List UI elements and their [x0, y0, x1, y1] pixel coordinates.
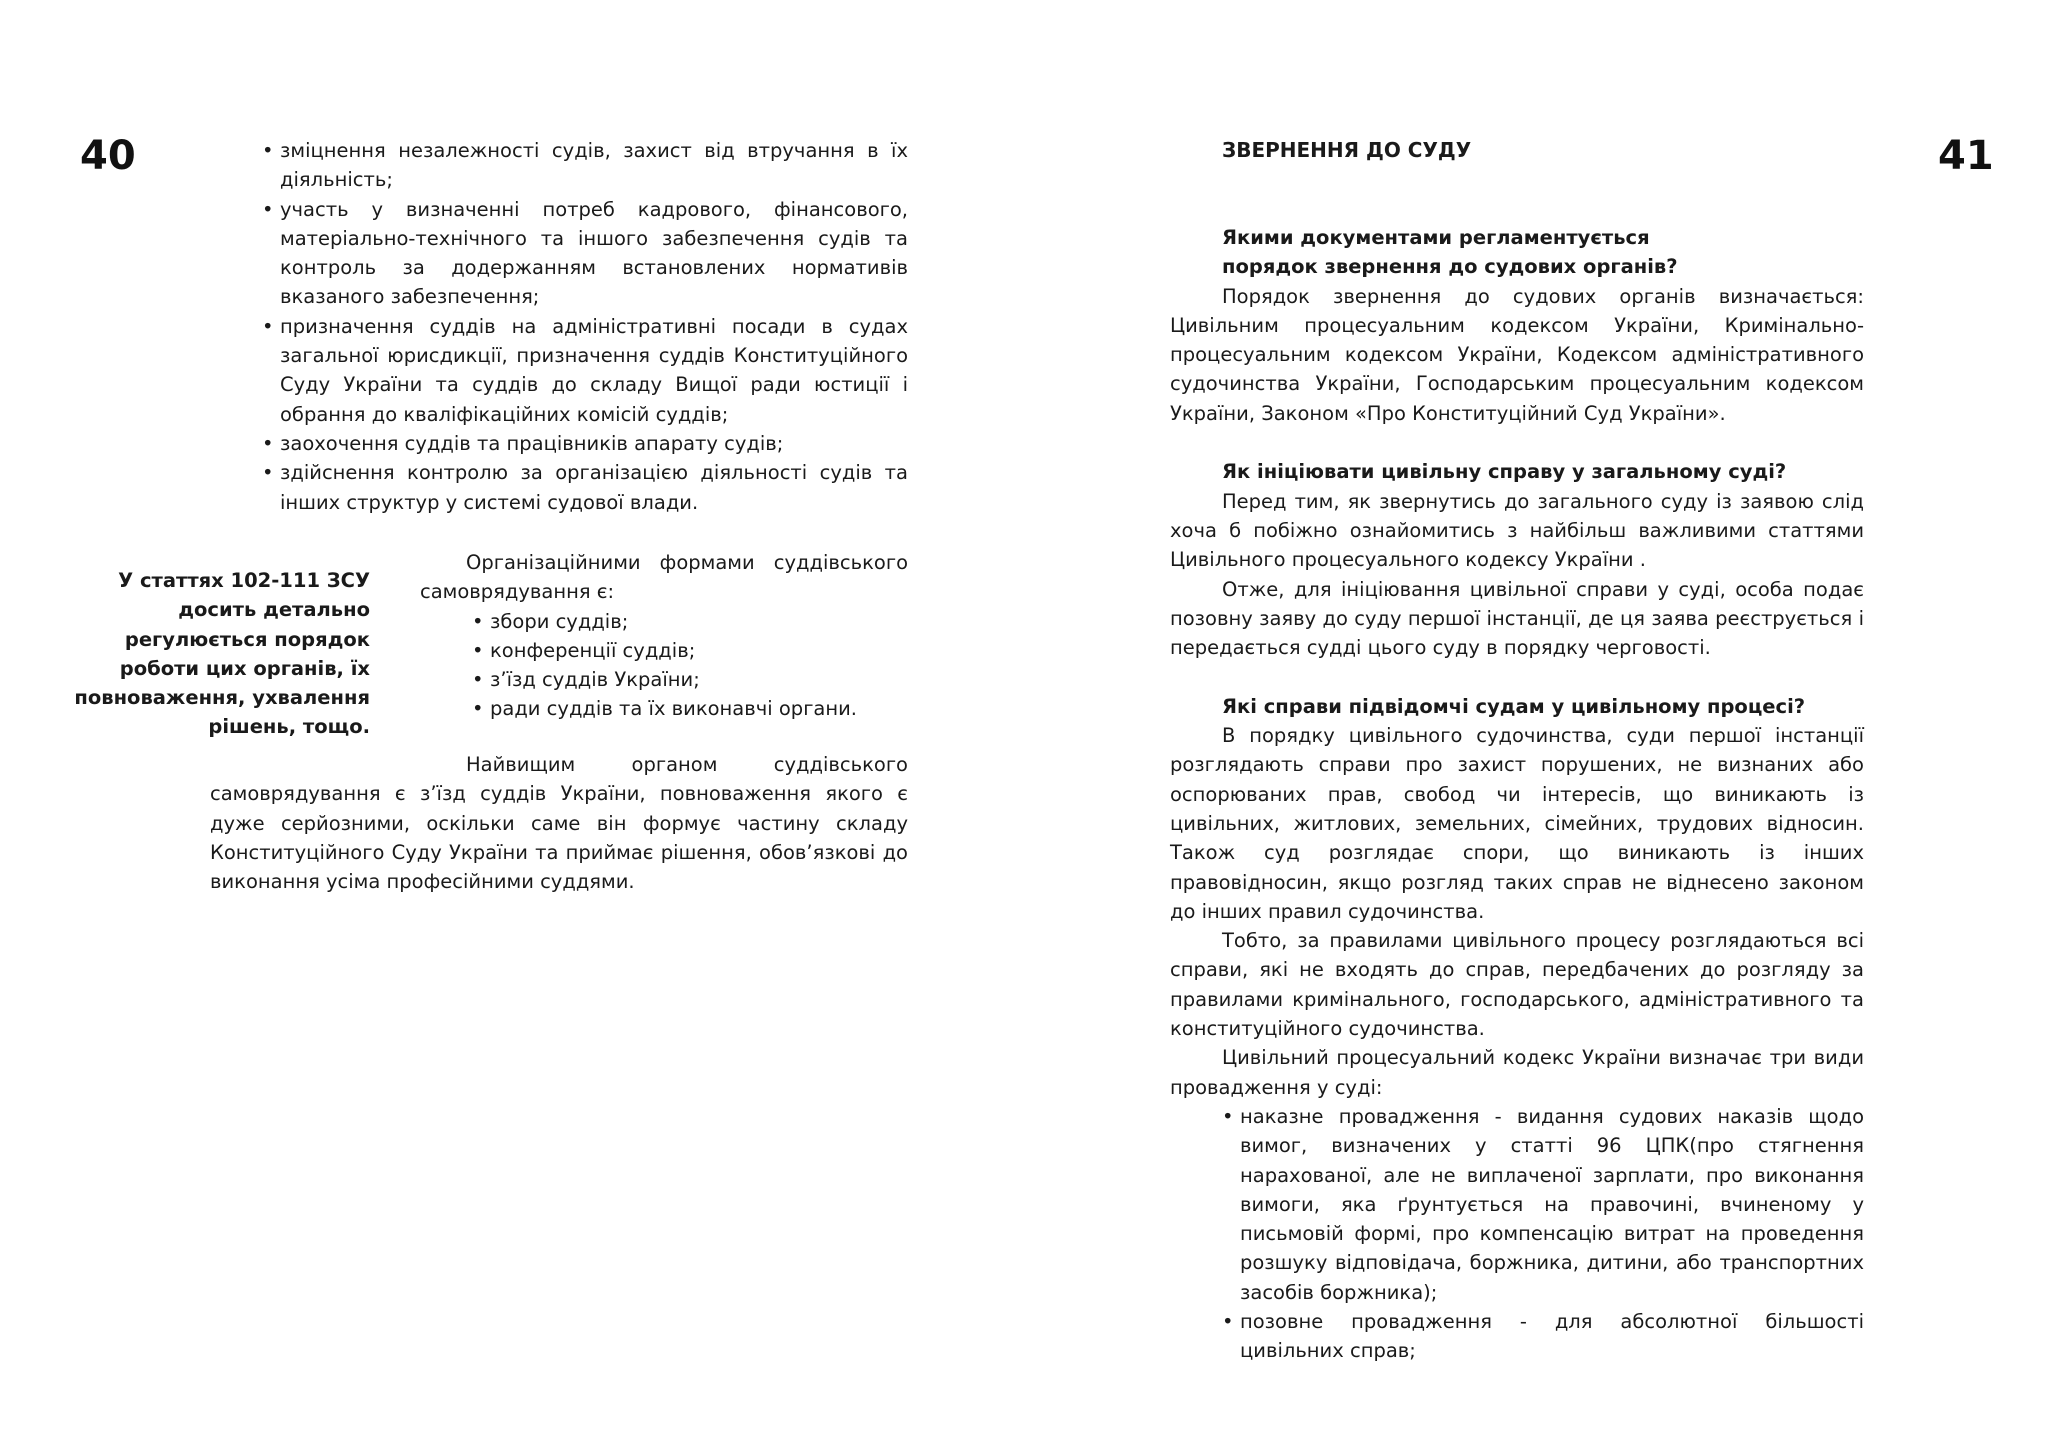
org-forms-lead: Організаційними формами суддівського самоврядування є: — [420, 551, 908, 604]
paragraph: Перед тим, як звернутись до загального суду із заявою слід хоча б побіжно ознайомитись з найбільш важливими статтями Цивільного процесуального кодексу України . — [1170, 489, 1864, 572]
list-item: • збори суддів; — [472, 607, 908, 636]
question-heading: Які справи підвідомчі судам у цивільному процесі? — [1222, 694, 1806, 718]
list-item: • заохочення суддів та працівників апарату судів; — [262, 429, 908, 458]
list-item: • зміцнення незалежності судів, захист від втручання в їх діяльність; — [262, 136, 908, 195]
question-heading: Як ініціювати цивільну справу у загальному суді? — [1222, 460, 1787, 484]
right-page-content — [1170, 136, 1864, 1366]
paragraph: Тобто, за правилами цивільного процесу розглядаються всі справи, які не входять до справ, передбачених до розгляду за правилами кримінального, господарського, адміністративного та конституційного судочинства. — [1170, 929, 1864, 1041]
margin-note: У статтях 102-111 ЗСУ досить детально регулюється порядок роботи цих органів, їх повноваження, ухвалення рішень, тощо. — [74, 569, 370, 739]
organizational-forms — [420, 548, 908, 724]
list-item: • наказне провадження - видання судових наказів щодо вимог, визначених у статті 96 ЦПК(про стягнення нарахованої, але не виплаченої зарплати, про виконання вимоги, яка ґрунтується на правочині, вчиненому у письмовій формі, про компенсацію витрат на проведення розшуку відповідача, боржника, дитини, або транспортних засобів боржника); — [1222, 1102, 1864, 1307]
page-number-right: 41 — [1938, 133, 1994, 179]
question-heading: Якими документами регламентується порядок звернення до судових органів? — [1222, 226, 1678, 279]
list-item: • ради суддів та їх виконавчі органи. — [472, 694, 908, 723]
paragraph: Порядок звернення до судових органів визначається: Цивільним процесуальним кодексом України, Кримінально-процесуальним кодексом України, Кодексом адміністративного судочинства України, Господарським процесуальним кодексом України, Законом «Про Конституційний Суд України». — [1170, 284, 1864, 425]
section-title: ЗВЕРНЕННЯ ДО СУДУ — [1222, 138, 1472, 162]
highest-organ-paragraph — [210, 750, 908, 896]
list-item: • участь у визначенні потреб кадрового, фінансового, матеріально-технічного та іншого забезпечення судів та контроль за додержанням встановлених нормативів вказаного забезпечення; — [262, 195, 908, 312]
self-governance-tasks — [262, 136, 908, 517]
paragraph: Найвищим органом суддівського самоврядування є з’їзд суддів України, повноваження якого є дуже серйозними, оскільки саме він формує частину складу Конституційного Суду України та приймає рішення, обов’язкові до виконання усіма професійними суддями. — [210, 753, 908, 894]
list-item: • призначення суддів на адміністративні посади в судах загальної юрисдикції, призначення суддів Конституційного Суду України та суддів до складу Вищої ради юстиції і обрання до кваліфікаційних комісій суддів; — [262, 312, 908, 429]
paragraph: Отже, для ініціювання цивільної справи у суді, особа подає позовну заяву до суду першої інстанції, де ця заява реєструється і передається судді цього суду в порядку черговості. — [1170, 577, 1864, 660]
paragraph: Цивільний процесуальний кодекс України визначає три види провадження у суді: — [1170, 1046, 1864, 1099]
list-item: • позовне провадження - для абсолютної більшості цивільних справ; — [1222, 1307, 1864, 1366]
paragraph: В порядку цивільного судочинства, суди першої інстанції розглядають справи про захист порушених, не визнаних або оспорюваних прав, свобод чи інтересів, що виникають із цивільних, житлових, земельних, сімейних, трудових відносин. Також суд розглядає спори, що виникають із інших правовідносин, якщо розгляд таких справ не віднесено законом до інших правил судочинства. — [1170, 724, 1864, 923]
page-number-left: 40 — [80, 133, 136, 179]
list-item: • з’їзд суддів України; — [472, 665, 908, 694]
list-item: • здійснення контролю за організацією діяльності судів та інших структур у системі судової влади. — [262, 458, 908, 517]
list-item: • конференції суддів; — [472, 636, 908, 665]
